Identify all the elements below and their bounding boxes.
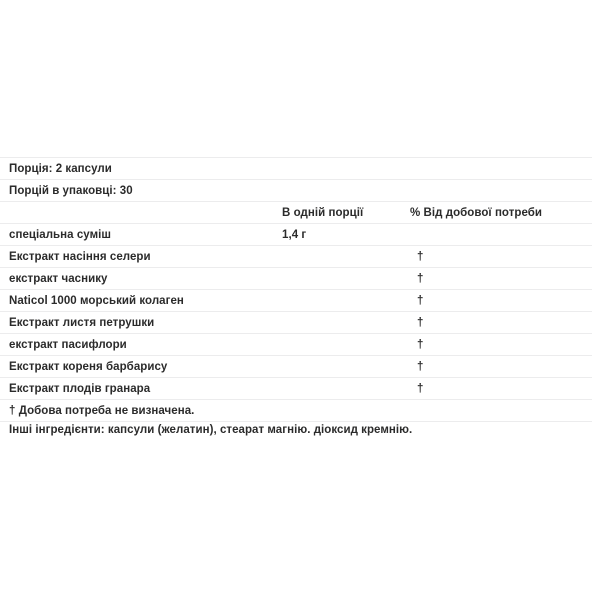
daily-value-footnote: † Добова потреба не визначена. (9, 404, 195, 417)
ingredient-name: спеціальна суміш (9, 228, 112, 241)
ingredient-name: Екстракт насіння селери (9, 250, 151, 263)
table-row (0, 312, 592, 334)
daily-value-text: † (417, 382, 424, 395)
table-row (0, 246, 592, 268)
ingredient-name: Naticol 1000 морський колаген (9, 294, 184, 307)
daily-value-text: † (417, 250, 424, 263)
ingredient-amount (270, 334, 400, 356)
daily-value-text: † (417, 294, 424, 307)
table-row (0, 334, 592, 356)
column-header-name (0, 202, 270, 224)
ingredient-amount (270, 268, 400, 290)
other-ingredients-text: Інші інгредієнти: капсули (желатин), стеарат магнію. діоксид кремнію. (9, 424, 413, 436)
servings-per-container-row (0, 180, 592, 202)
ingredient-name: Екстракт листя петрушки (9, 316, 155, 329)
daily-value-text: † (417, 360, 424, 373)
table-row (0, 378, 592, 400)
ingredient-name: екстракт пасифлори (9, 338, 127, 351)
ingredient-daily-value (400, 378, 592, 400)
ingredient-name: екстракт часнику (9, 272, 108, 285)
ingredient-daily-value (400, 268, 592, 290)
table-row (0, 356, 592, 378)
ingredient-amount: 1,4 г (282, 228, 307, 241)
servings-per-container-label: Порцій в упаковці: 30 (9, 184, 133, 197)
table-body (0, 158, 592, 422)
serving-size-row (0, 158, 592, 180)
daily-value-text: † (417, 316, 424, 329)
ingredient-amount (270, 312, 400, 334)
daily-value-text: † (417, 338, 424, 351)
ingredient-daily-value (400, 246, 592, 268)
table-row (0, 268, 592, 290)
ingredient-daily-value (400, 356, 592, 378)
ingredient-daily-value (400, 224, 592, 246)
ingredient-daily-value (400, 334, 592, 356)
supplement-facts-table (0, 157, 592, 422)
daily-value-footnote-row (0, 400, 592, 422)
ingredient-amount (270, 378, 400, 400)
ingredient-amount (270, 290, 400, 312)
column-header-percent-daily-value: % Від добової потреби (410, 206, 543, 219)
serving-size-label: Порція: 2 капсули (9, 162, 112, 175)
ingredient-amount (270, 246, 400, 268)
ingredient-daily-value (400, 312, 592, 334)
column-header-amount-per-serving: В одній порції (282, 206, 364, 219)
daily-value-text: † (417, 272, 424, 285)
ingredient-daily-value (400, 290, 592, 312)
table-row (0, 290, 592, 312)
ingredient-name: Екстракт плодів гранара (9, 382, 151, 395)
table-row (0, 224, 592, 246)
ingredient-amount (270, 356, 400, 378)
ingredient-name: Екстракт кореня барбарису (9, 360, 168, 373)
column-header-row (0, 202, 592, 224)
